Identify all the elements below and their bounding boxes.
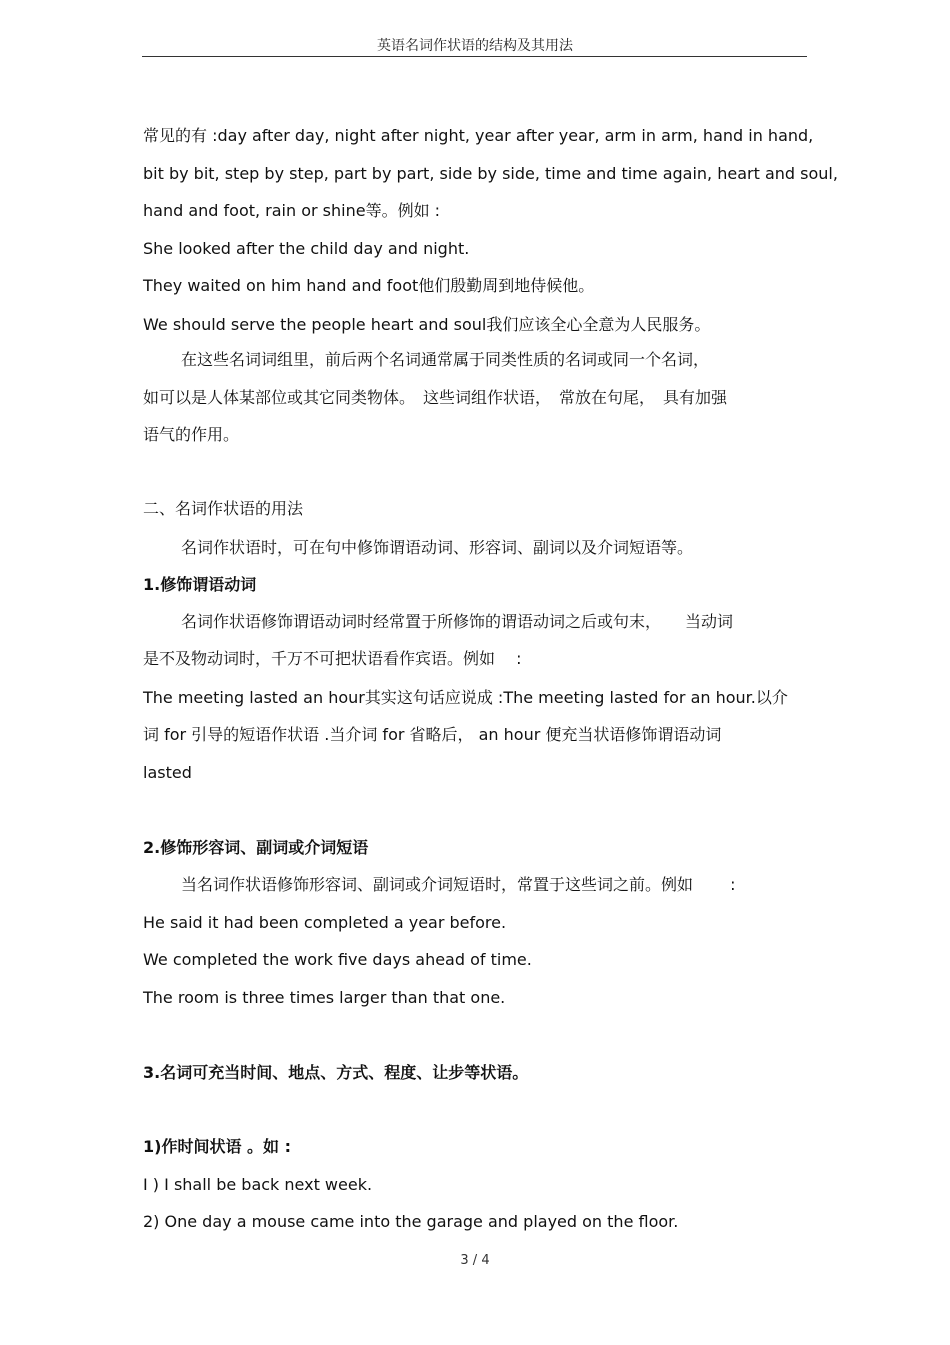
subsection-heading: 1)作时间状语 。如 :	[143, 1137, 291, 1156]
example-sentence: We completed the work five days ahead of time.	[143, 950, 532, 969]
example-sentence: The room is three times larger than that one.	[143, 988, 506, 1007]
paragraph-line: 名词作状语修饰谓语动词时经常置于所修饰的谓语动词之后或句末， 当动词	[181, 612, 734, 631]
paragraph-line: 名词作状语时，可在句中修饰谓语动词、形容词、副词以及介词短语等。	[181, 538, 694, 557]
paragraph-line: 如可以是人体某部位或其它同类物体。 这些词组作状语， 常放在句尾， 具有加强	[143, 388, 728, 407]
text-line: bit by bit, step by step, part by part, side by side, time and time again, heart and soul,	[143, 164, 838, 183]
paragraph-line: 当名词作状语修饰形容词、副词或介词短语时，常置于这些词之前。例如 :	[181, 875, 736, 894]
paragraph-line: 词 for 引导的短语作状语 .当介词 for 省略后， an hour 便充当状语修饰谓语动词	[143, 725, 722, 744]
example-sentence: The meeting lasted an hour其实这句话应说成 :The meeting lasted for an hour.以介	[143, 688, 788, 707]
paragraph-line: lasted	[143, 763, 192, 782]
page-header-title: 英语名词作状语的结构及其用法	[377, 38, 573, 54]
example-sentence: We should serve the people heart and soul我们应该全心全意为人民服务。	[143, 315, 711, 334]
subsection-heading: 1.修饰谓语动词	[143, 575, 257, 594]
example-sentence: They waited on him hand and foot他们殷勤周到地侍候他。	[143, 276, 595, 295]
paragraph-line: 是不及物动词时，千万不可把状语看作宾语。例如 :	[143, 649, 522, 668]
text-line: 常见的有 :day after day, night after night, year after year, arm in arm, hand in hand,	[143, 126, 814, 145]
page-number: 3 / 4	[460, 1253, 490, 1268]
header-divider	[142, 56, 807, 57]
subsection-heading: 2.修饰形容词、副词或介词短语	[143, 838, 369, 857]
subsection-heading: 3.名词可充当时间、地点、方式、程度、让步等状语。	[143, 1063, 529, 1082]
example-sentence: He said it had been completed a year before.	[143, 913, 507, 932]
text-line: hand and foot, rain or shine等。例如 :	[143, 201, 441, 220]
section-heading: 二、名词作状语的用法	[143, 499, 304, 518]
paragraph-line: 在这些名词词组里，前后两个名词通常属于同类性质的名词或同一个名词，	[181, 350, 710, 369]
example-sentence: 2) One day a mouse came into the garage and played on the floor.	[143, 1212, 679, 1231]
example-sentence: She looked after the child day and night.	[143, 239, 470, 258]
paragraph-line: 语气的作用。	[143, 425, 240, 444]
example-sentence: I ) I shall be back next week.	[143, 1175, 373, 1194]
